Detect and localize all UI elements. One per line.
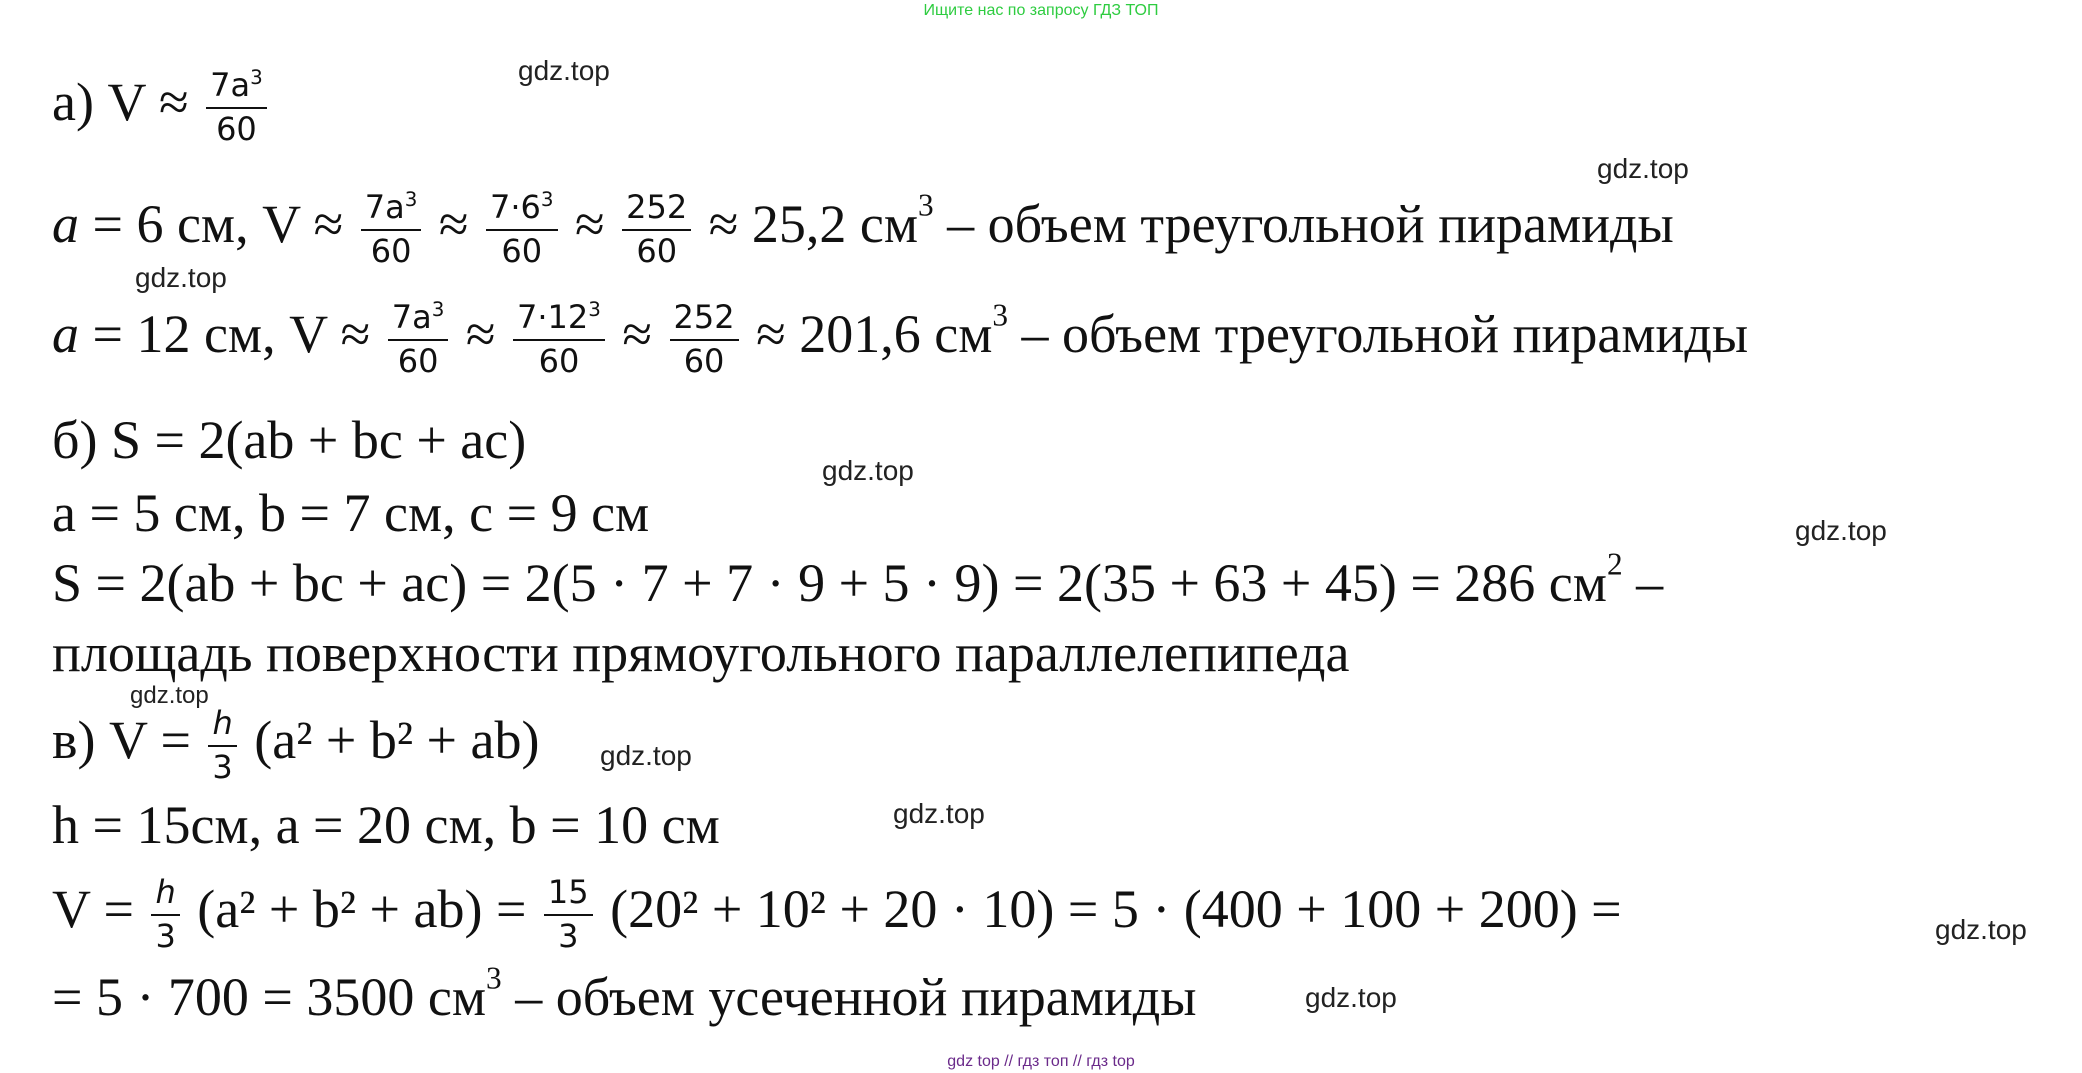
part-c-final: = 5 · 700 = 3500 $см^3$ – объем усеченной пирамиды xyxy=(52,960,1197,1027)
exponent: 3 xyxy=(918,187,934,223)
part-c-formula: в) V = $\frac{h}{3}$ (a² + b² + ab) xyxy=(52,704,540,786)
part-b-formula: б) S = 2(ab + bc + ac) xyxy=(52,410,527,470)
fraction: $\frac{h}{3}$ xyxy=(151,875,179,955)
description: – объем треугольной пирамиды xyxy=(947,194,1674,255)
exponent: 3 xyxy=(486,960,502,996)
variable-a: a xyxy=(52,194,79,255)
watermark: gdz.top xyxy=(1935,914,2027,945)
part-c-given: h = 15см, a = 20 см, b = 10 см xyxy=(52,795,720,855)
watermark: gdz.top xyxy=(600,740,692,771)
fraction: $\frac{7a^3}{60}$ xyxy=(361,190,422,270)
part-b-given: a = 5 см, b = 7 см, c = 9 см xyxy=(52,483,650,543)
part-a-lhs: V ≈ xyxy=(107,72,189,133)
fraction: $\frac{7\cdot 12^3}{60}$ xyxy=(513,300,605,380)
exponent: 3 xyxy=(992,297,1009,333)
fraction-denominator: 60 xyxy=(216,109,257,148)
fraction: $\frac{7\cdot 6^3}{60}$ xyxy=(486,190,558,270)
fraction xyxy=(206,68,267,148)
fraction-numerator: 7a xyxy=(210,66,251,104)
fraction: $\frac{252}{60}$ xyxy=(670,300,739,380)
part-c-calculation: V = $\frac{h}{3}$ (a² + b² + ab) = $\frac{15}{3}$ (20² + 10² + 20 · 10) = 5 · (400 + 100 + 200) = xyxy=(52,873,1622,955)
watermark: gdz.top xyxy=(1795,515,1887,546)
exponent: 2 xyxy=(1606,546,1623,582)
variable-a: a xyxy=(52,304,79,365)
description: – объем треугольной пирамиды xyxy=(1021,304,1749,365)
part-a-line-2: a = 12 см, V ≈ $\frac{7a^3}{60}$ ≈ $\frac{7\cdot 12^3}{60}$ ≈ $\frac{252}{60}$ ≈ 201,6 $см^3$ – объем треугольной пирамиды xyxy=(52,297,1749,380)
part-b-description: площадь поверхности прямоугольного параллелепипеда xyxy=(52,623,1350,683)
given-values: = 12 см, V ≈ xyxy=(92,304,371,365)
watermark: gdz.top xyxy=(518,55,610,86)
fraction: $\frac{h}{3}$ xyxy=(208,706,236,786)
description: – объем усеченной пирамиды xyxy=(515,967,1197,1027)
search-hint-banner: Ищите нас по запросу ГДЗ ТОП xyxy=(923,2,1159,19)
part-a-label: а) xyxy=(52,72,94,133)
part-b-calculation: S = 2(ab + bc + ac) = 2(5 · 7 + 7 · 9 + 5 · 9) = 2(35 + 63 + 45) = 286 $см^2$ – xyxy=(52,546,1664,613)
result: ≈ 201,6 см xyxy=(756,304,993,365)
watermark: gdz.top xyxy=(893,798,985,829)
watermark: gdz.top xyxy=(1597,153,1689,184)
watermark: gdz.top xyxy=(822,455,914,486)
fraction: $\frac{7a^3}{60}$ xyxy=(388,300,449,380)
fraction: $\frac{15}{3}$ xyxy=(544,875,593,955)
part-a-formula xyxy=(52,68,271,148)
watermark: gdz.top xyxy=(135,262,227,293)
exponent: 3 xyxy=(250,66,263,90)
result: ≈ 25,2 см xyxy=(708,194,919,255)
footer-links[interactable]: gdz top // гдз топ // гдз top xyxy=(947,1053,1135,1070)
fraction: $\frac{252}{60}$ xyxy=(622,190,691,270)
given-values: = 6 см, V ≈ xyxy=(92,194,344,255)
watermark: gdz.top xyxy=(130,682,209,709)
watermark: gdz.top xyxy=(1305,982,1397,1013)
part-a-line-1: a = 6 см, V ≈ $\frac{7a^3}{60}$ ≈ $\frac{7\cdot 6^3}{60}$ ≈ $\frac{252}{60}$ ≈ 25,2 $см^3$ – объем треугольной пирамиды xyxy=(52,187,1674,270)
